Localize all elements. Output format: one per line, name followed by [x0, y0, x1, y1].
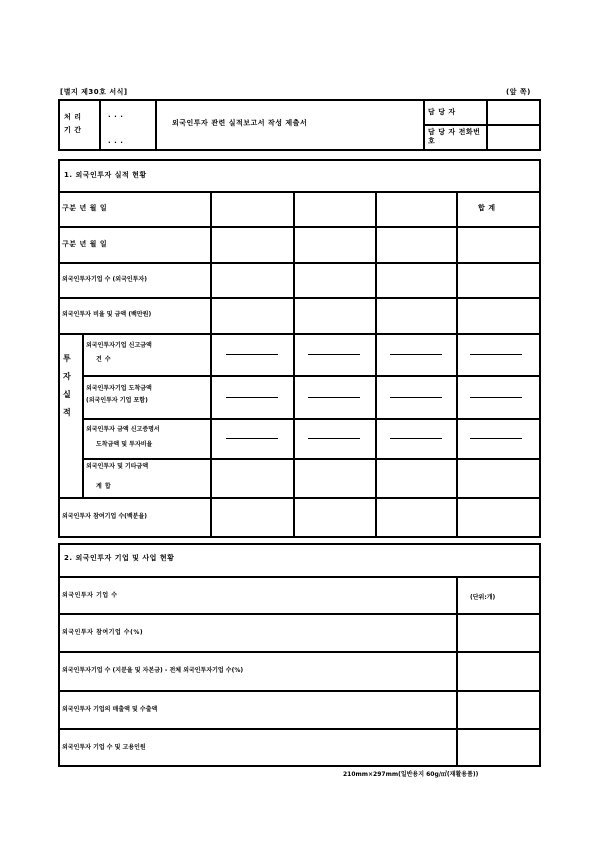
sub-row-3-line1: 외국인투자 금액 신고증명서 — [86, 426, 160, 433]
section2-row-2-label: 외국인투자 참여기업 수(%) — [62, 629, 144, 636]
section2-row-3-label: 외국인투자기업 수 (지분율 및 자본금) - 전체 외국인투자기업 수(%) — [62, 667, 244, 674]
section1-row-1-label: 구분 년 월 일 — [62, 204, 108, 212]
section1-row-3-label: 외국인투자기업 수 (외국인투자) — [62, 276, 148, 283]
section2-title: 2. 외국인투자 기업 및 사업 현황 — [64, 554, 175, 562]
section2-row-1-value: (단위:개) — [470, 594, 496, 601]
section1-title: 1. 외국인투자 실적 현황 — [64, 171, 147, 179]
sub-row-1-line1: 외국인투자기업 신고금액 — [86, 342, 152, 349]
section2-row-1-label: 외국인투자 기업 수 — [62, 592, 118, 599]
section1-col-total: 합 계 — [478, 204, 496, 212]
sub-row-4-line2: 계 합 — [96, 483, 112, 490]
page-mark: (앞 쪽) — [506, 88, 531, 96]
section1-last-row-label: 외국인투자 참여기업 수(백분율) — [62, 513, 148, 520]
header-mid-marks-1: · · · — [108, 113, 124, 121]
section2-row-4-label: 외국인투자 기업의 매출액 및 수출액 — [62, 706, 158, 713]
sub-row-2-line1: 외국인투자기업 도착금액 — [86, 385, 152, 392]
header-right-r2: 담 당 자 전화번호 — [428, 128, 481, 145]
footer-paper-spec: 210mm×297mm(일반용지 60g/㎡(재활용품)) — [343, 771, 479, 778]
form-code: [별지 제30호 서식] — [60, 88, 128, 96]
section1-side-label: 투 자 실 적 — [63, 354, 72, 417]
section1-row-4-label: 외국인투자 비율 및 금액 (백만원) — [62, 311, 152, 318]
header-left-bottom: 기 간 — [64, 126, 82, 134]
sub-row-2-line2: (외국인투자 기업 포함) — [86, 397, 148, 404]
header-right-r1: 담 당 자 — [428, 108, 456, 116]
sub-row-3-line2: 도착금액 및 투자비율 — [96, 441, 153, 448]
sub-row-4-line1: 외국인투자 및 기타금액 — [86, 463, 149, 470]
section2-row-5-label: 외국인투자 기업 수 및 고용인원 — [62, 744, 146, 751]
page-title: 외국인투자 관련 실적보고서 작성 제출서 — [172, 119, 308, 127]
sub-row-1-line2: 건 수 — [96, 356, 112, 363]
header-left-top: 처 리 — [64, 113, 82, 121]
section1-row-2-label: 구분 년 월 일 — [62, 240, 108, 248]
header-mid-marks-2: · · · — [108, 139, 124, 147]
